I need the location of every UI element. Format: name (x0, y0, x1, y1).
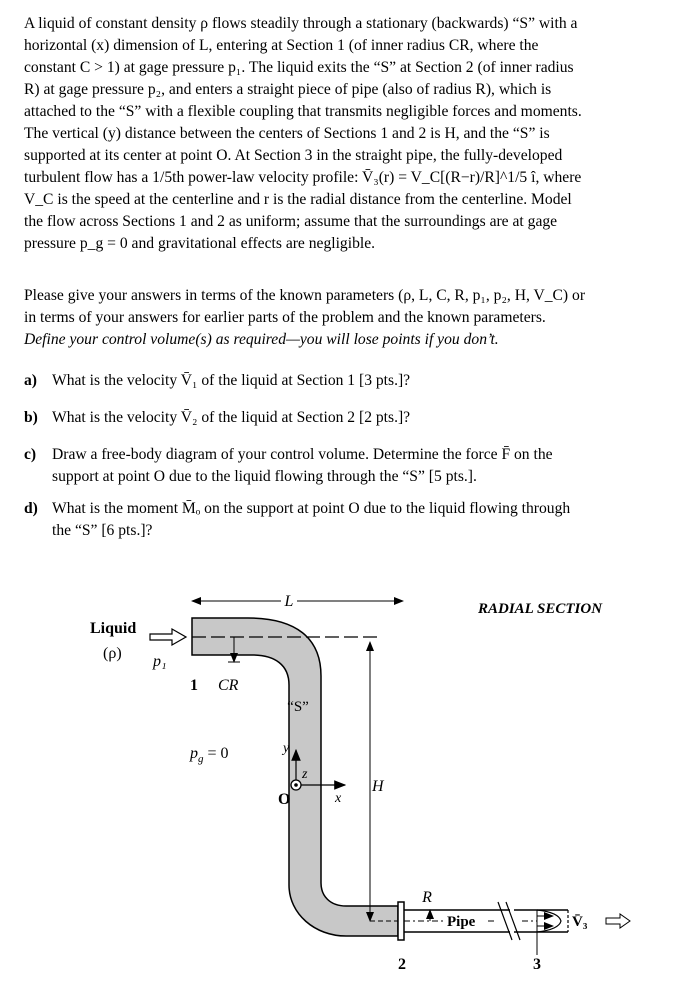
intro-line: The vertical (y) distance between the centers of Sections 1 and 2 is H, and the “S” is (24, 125, 550, 142)
p1-label: p₁ (153, 653, 167, 670)
intro-line: R) at gage pressure p₂, and enters a straight piece of pipe (also of radius R), which is (24, 81, 552, 98)
instructions-paragraph (24, 285, 672, 351)
section-1-label: 1 (190, 677, 198, 694)
question-label: d) (24, 500, 38, 517)
section-2-label: 2 (398, 956, 406, 973)
question-text: What is the velocity V̄₂ of the liquid at Section 2 [2 pts.]? (52, 409, 411, 426)
pipe-label: Pipe (447, 914, 476, 930)
intro-line: V_C is the speed at the centerline and r is the radial distance from the centerline. Model (24, 191, 572, 208)
intro-line: the flow across Sections 1 and 2 as uniform; assume that the surroundings are at gage (24, 213, 558, 230)
inlet-arrow (150, 629, 186, 645)
cr-label: CR (218, 677, 239, 694)
intro-line: supported at its center at point O. At Section 3 in the straight pipe, the fully-developed (24, 147, 563, 164)
intro-paragraph (24, 13, 672, 255)
question-b (24, 407, 672, 429)
s-pipe-diagram (0, 580, 694, 999)
intro-line: horizontal (x) dimension of L, entering at Section 1 (of inner radius CR, where the (24, 37, 539, 54)
question-d (24, 498, 672, 542)
question-label: c) (24, 446, 37, 463)
question-c (24, 444, 672, 488)
s-pipe-body (192, 618, 398, 936)
liquid-label: Liquid (90, 620, 137, 637)
H-label: H (372, 778, 384, 795)
flange-section-2 (398, 902, 404, 940)
radial-section-title: RADIAL SECTION (478, 601, 603, 617)
section-3-label: 3 (533, 956, 541, 973)
question-text: support at point O due to the liquid flowing through the “S” [5 pts.]. (52, 468, 477, 485)
R-label: R (422, 889, 432, 906)
pipe-break-mark (498, 902, 520, 940)
rho-label: (ρ) (103, 645, 122, 662)
question-text: the “S” [6 pts.]? (52, 522, 153, 539)
instruction-line: Define your control volume(s) as required—you will lose points if you don’t. (24, 331, 499, 348)
question-label: a) (24, 372, 37, 389)
v3-exit-arrow (606, 914, 630, 928)
question-label: b) (24, 409, 38, 426)
instruction-line: in terms of your answers for earlier parts of the problem and the known parameters. (24, 309, 546, 326)
intro-line: turbulent flow has a 1/5th power-law velocity profile: V̄₃(r) = V_C[(R−r)/R]^1/5 î, where (24, 169, 582, 186)
intro-line: constant C > 1) at gage pressure p₁. The liquid exits the “S” at Section 2 (of inner radius (24, 59, 574, 76)
instruction-line: Please give your answers in terms of the known parameters (ρ, L, C, R, p₁, p₂, H, V_C) or (24, 287, 586, 304)
intro-line: pressure p_g = 0 and gravitational effects are negligible. (24, 235, 376, 252)
question-text: What is the moment M̄ₒ on the support at point O due to the liquid flowing through (52, 500, 571, 517)
intro-line: A liquid of constant density ρ flows steadily through a stationary (backwards) “S” with a (24, 15, 578, 32)
v3-label: V̄₃ (572, 914, 588, 930)
L-label: L (284, 593, 294, 610)
question-text: What is the velocity V̄₁ of the liquid at Section 1 [3 pts.]? (52, 372, 411, 389)
z-axis-label: z (302, 767, 308, 782)
s-label: “S” (287, 699, 309, 715)
velocity-profile (537, 910, 561, 932)
x-axis-label: x (335, 791, 342, 806)
pg-label: $p_g = 0$ (190, 745, 229, 765)
intro-line: attached to the “S” with a flexible coupling that transmits negligible forces and moments. (24, 103, 582, 120)
origin-label: O (278, 791, 291, 808)
question-a (24, 370, 672, 392)
question-text: Draw a free-body diagram of your control volume. Determine the force F̄ on the (52, 446, 553, 463)
origin-dot (294, 783, 298, 787)
y-axis-label: y (283, 741, 290, 756)
